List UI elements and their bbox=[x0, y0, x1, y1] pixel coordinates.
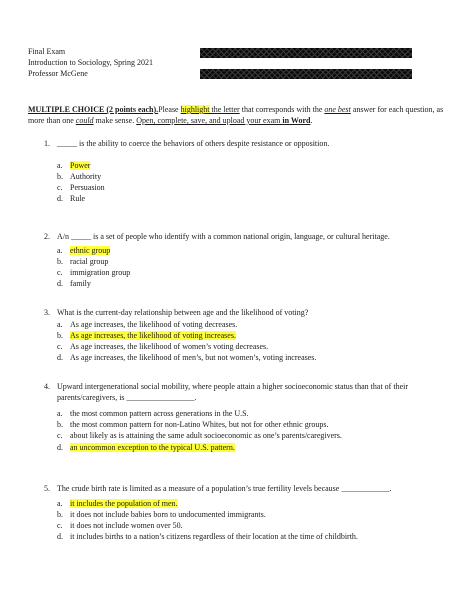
option-5a[interactable]: a. it includes the population of men. bbox=[57, 499, 178, 508]
question-number: 3. bbox=[44, 308, 50, 317]
option-1c[interactable]: c. Persuasion bbox=[57, 183, 105, 192]
question-number: 4. bbox=[44, 382, 50, 391]
option-2c[interactable]: c. immigration group bbox=[57, 268, 131, 277]
option-5d[interactable]: d. it includes births to a nation’s citizens regardless of their location at the time of childbirth. bbox=[57, 532, 358, 541]
question-text: Upward intergenerational social mobility, where people attain a higher socioeconomic status than that of their parents/caregivers, is _________________. bbox=[57, 382, 408, 402]
option-3c[interactable]: c. As age increases, the likelihood of women’s voting decreases. bbox=[57, 342, 269, 351]
section-heading: MULTIPLE CHOICE (2 points each). bbox=[28, 105, 159, 114]
option-5b[interactable]: b. it does not include babies born to undocumented immigrants. bbox=[57, 510, 266, 519]
option-4b[interactable]: b. the most common pattern for non-Latino Whites, but not for other ethnic groups. bbox=[57, 420, 329, 429]
question-number: 1. bbox=[44, 139, 50, 148]
redacted-name-bar bbox=[200, 48, 412, 58]
question-text: A/n _____ is a set of people who identify with a common national origin, language, or cultural heritage. bbox=[57, 232, 390, 241]
redacted-id-bar bbox=[200, 69, 412, 79]
option-1d[interactable]: d. Rule bbox=[57, 194, 86, 203]
instructions: MULTIPLE CHOICE (2 points each).Please highlight the letter that corresponds with the one best answer for each question, as more than one could make sense. Open, complete, save, and upload your exam in Word. bbox=[28, 105, 444, 125]
question-text: The crude birth rate is limited as a measure of a population’s true fertility levels because ____________. bbox=[57, 484, 392, 493]
option-2d[interactable]: d. family bbox=[57, 279, 91, 288]
professor-name: Professor McGene bbox=[28, 69, 88, 78]
option-4d[interactable]: d. an uncommon exception to the typical U.S. pattern. bbox=[57, 443, 235, 452]
option-2a[interactable]: a. ethnic group bbox=[57, 246, 111, 255]
question-number: 2. bbox=[44, 232, 50, 241]
option-3d[interactable]: d. As age increases, the likelihood of men’s, but not women’s, voting increases. bbox=[57, 353, 317, 362]
option-4c[interactable]: c. about likely as is attaining the same adult socioeconomic as one’s parents/caregivers. bbox=[57, 431, 342, 440]
question-text: What is the current-day relationship between age and the likelihood of voting? bbox=[57, 308, 309, 317]
option-5c[interactable]: c. it does not include women over 50. bbox=[57, 521, 183, 530]
option-3a[interactable]: a. As age increases, the likelihood of voting decreases. bbox=[57, 320, 238, 329]
option-1b[interactable]: b. Authority bbox=[57, 172, 102, 181]
option-4a[interactable]: a. the most common pattern across generations in the U.S. bbox=[57, 409, 249, 418]
question-number: 5. bbox=[44, 484, 50, 493]
question-text: _____ is the ability to coerce the behaviors of others despite resistance or opposition. bbox=[57, 139, 330, 148]
option-1a[interactable]: a. Power bbox=[57, 161, 91, 170]
option-3b[interactable]: b. As age increases, the likelihood of voting increases. bbox=[57, 331, 236, 340]
exam-title: Final Exam bbox=[28, 47, 66, 56]
course-name: Introduction to Sociology, Spring 2021 bbox=[28, 58, 154, 67]
option-2b[interactable]: b. racial group bbox=[57, 257, 109, 266]
